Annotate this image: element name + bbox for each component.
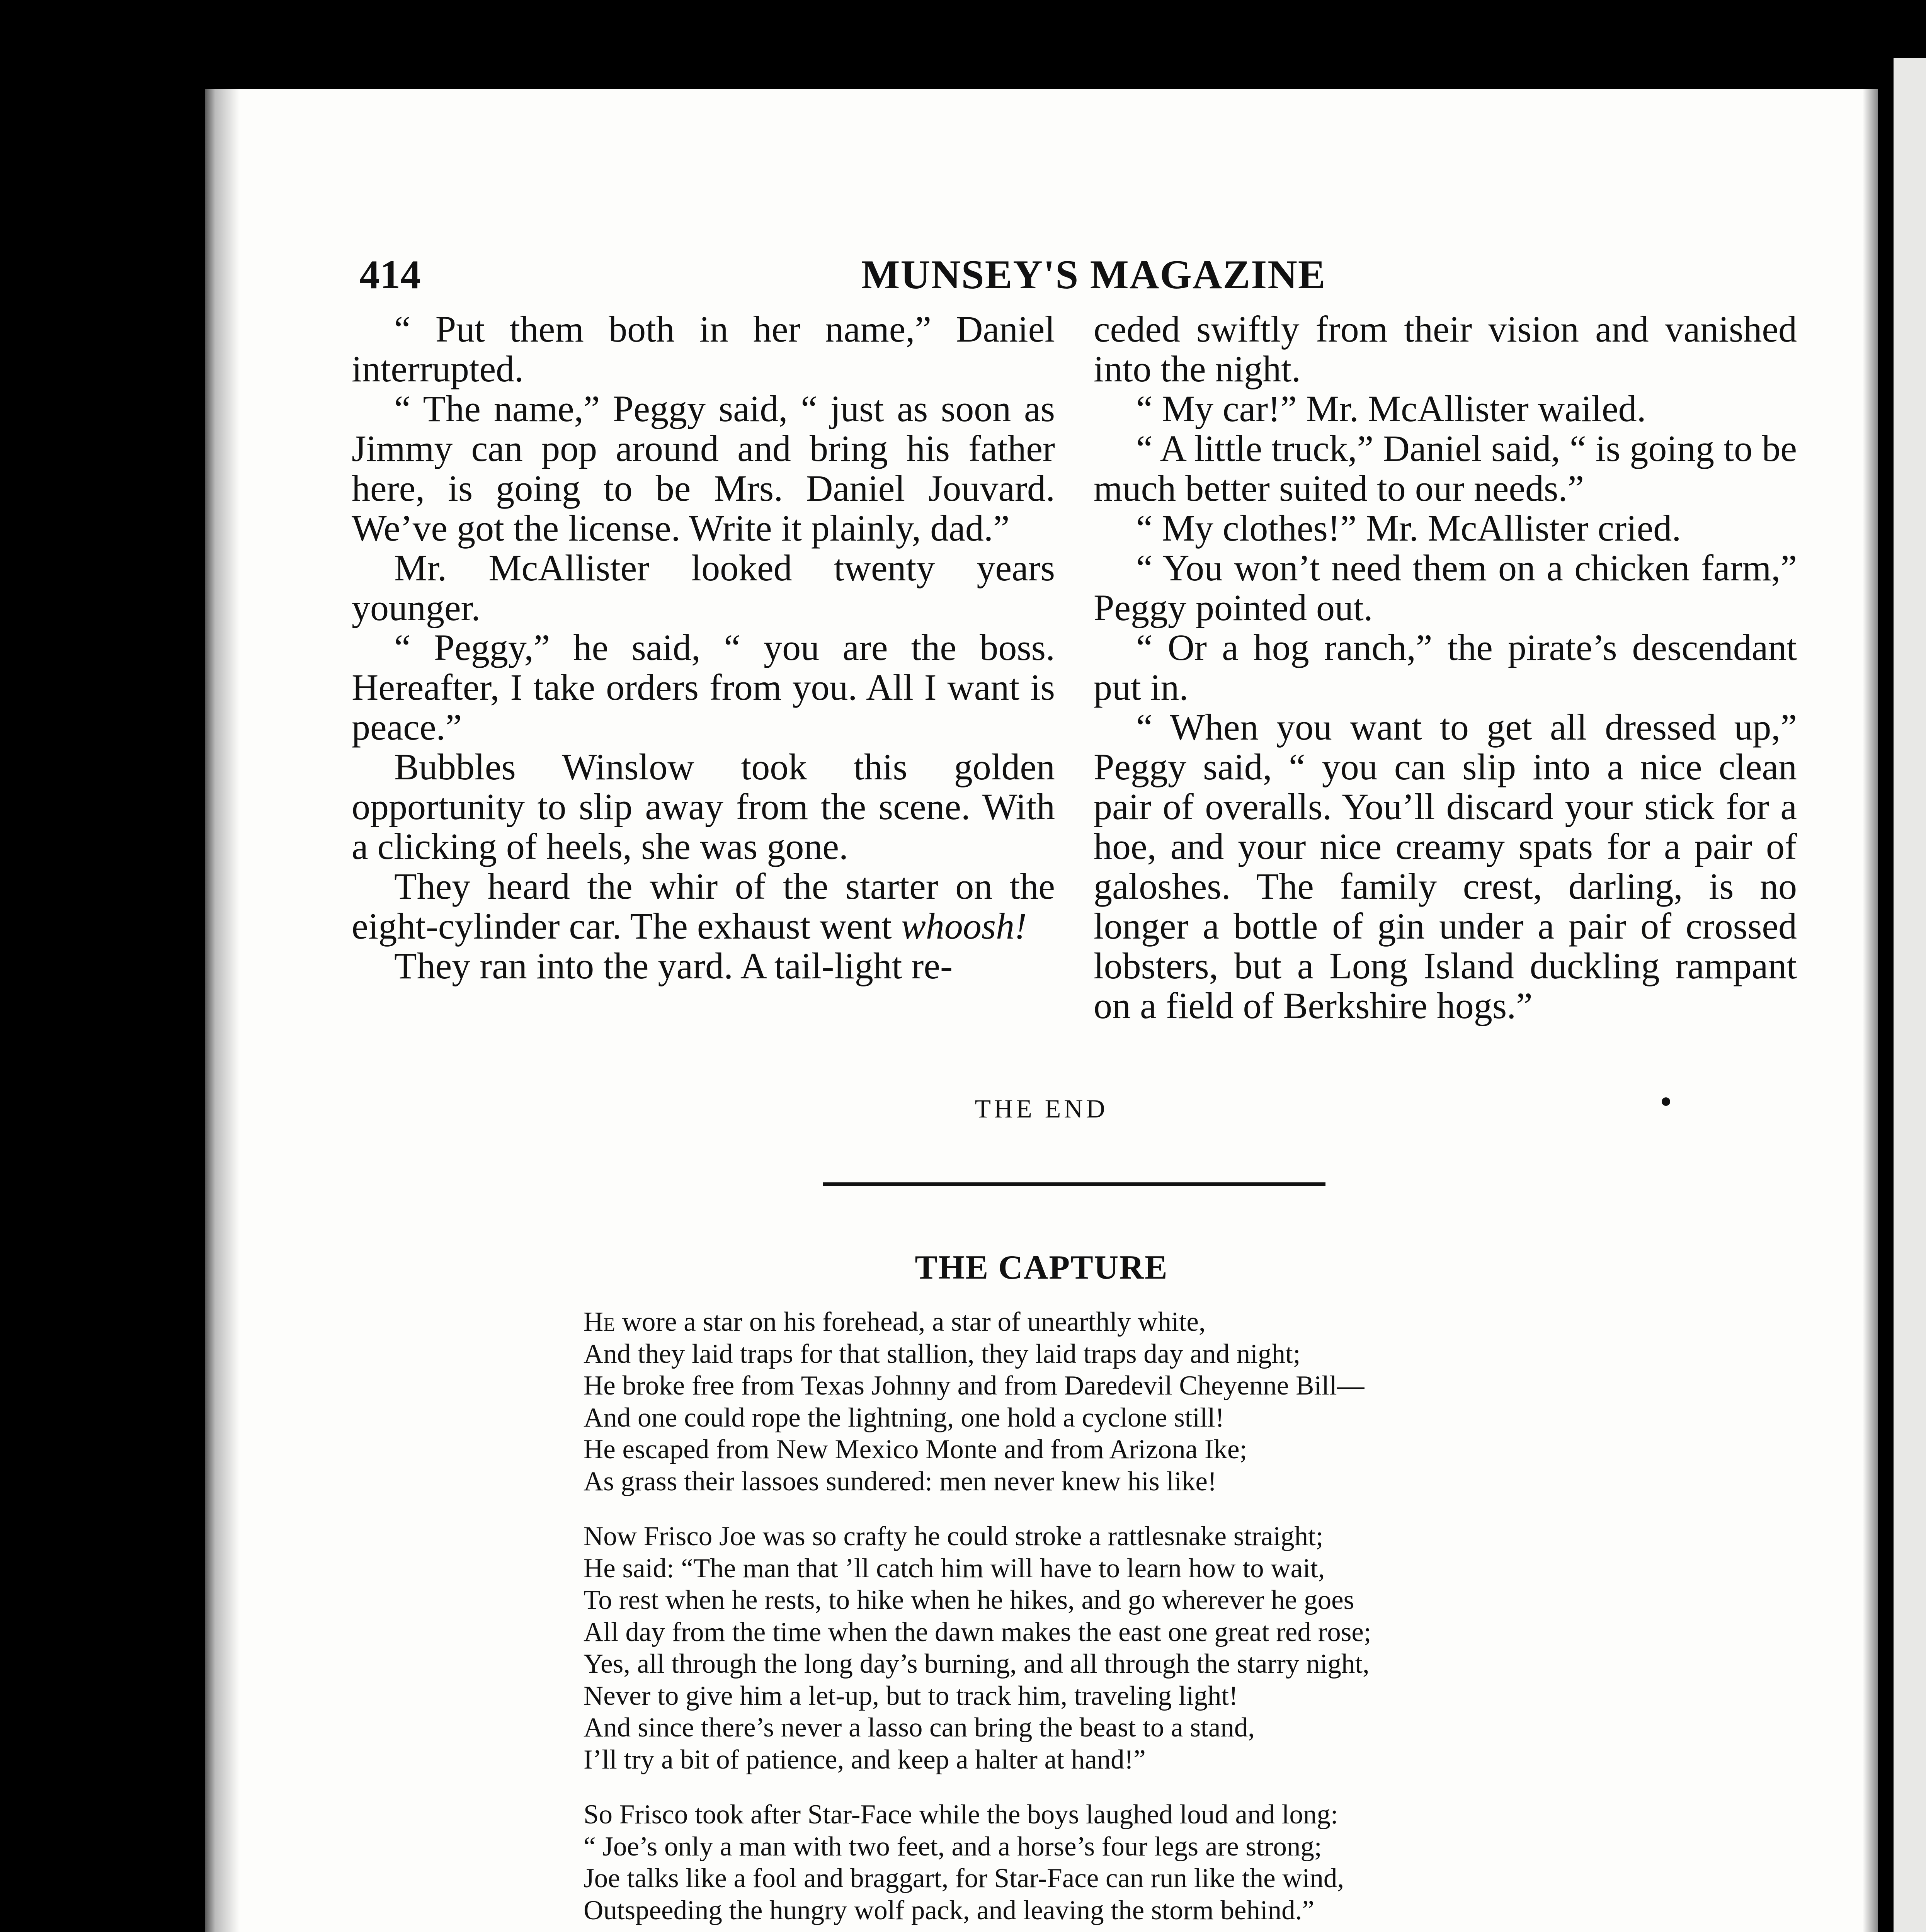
- italic-word: whoosh!: [901, 905, 1027, 947]
- paragraph: “ When you want to get all dressed up,” Peggy said, “ you can slip into a nice clean pair of overalls. You’ll discard your stick for a hoe, and your nice creamy spats for a pair of galoshes. The family crest, darling, is no longer a bottle of gin under a pair of crossed lobsters, but a Long Island duckling rampant on a field of Berkshire hogs.”: [1094, 706, 1797, 1026]
- poem-stanza: [584, 1306, 1820, 1497]
- story-column-left: [352, 309, 1055, 986]
- poem-line: “ Joe’s only a man with two feet, and a horse’s four legs are strong;: [584, 1831, 1322, 1862]
- page-edge-shadow: [1863, 89, 1878, 1932]
- poem-line: He said: “The man that ’ll catch him will have to learn how to wait,: [584, 1553, 1325, 1583]
- page-header: [359, 251, 1828, 298]
- poem-line: Never to give him a let-up, but to track him, traveling light!: [584, 1680, 1238, 1711]
- poem-title: THE CAPTURE: [915, 1249, 1168, 1286]
- poem-line: And one could rope the lightning, one hold a cyclone still!: [584, 1402, 1225, 1433]
- paragraph: “ You won’t need them on a chicken farm,” Peggy pointed out.: [1094, 547, 1797, 628]
- paragraph: “ My clothes!” Mr. McAllister cried.: [1136, 507, 1681, 549]
- poem-line: I’ll try a bit of patience, and keep a halter at hand!”: [584, 1744, 1146, 1775]
- paragraph: [352, 866, 1055, 946]
- poem-line: Yes, all through the long day’s burning, and all through the starry night,: [584, 1649, 1370, 1679]
- paragraph: They ran into the yard. A tail-light re-: [394, 945, 953, 986]
- poem-line: So Frisco took after Star-Face while the boys laughed loud and long:: [584, 1799, 1338, 1830]
- poem-line: As grass their lassoes sundered: men never knew his like!: [584, 1466, 1217, 1497]
- the-end-label: THE END: [975, 1094, 1108, 1123]
- poem-line: He escaped from New Mexico Monte and from Arizona Ike;: [584, 1434, 1247, 1464]
- section-divider: [823, 1182, 1325, 1186]
- poem-line: Joe talks like a fool and braggart, for Star-Face can run like the wind,: [584, 1863, 1344, 1893]
- paragraph: ceded swiftly from their vision and vanished into the night.: [1094, 308, 1797, 389]
- poem-line: Outspeeding the hungry wolf pack, and leaving the storm behind.”: [584, 1895, 1314, 1925]
- paragraph: “ My car!” Mr. McAllister wailed.: [1136, 388, 1646, 429]
- magazine-page: [205, 89, 1878, 1932]
- story-column-right: [1094, 309, 1797, 1026]
- running-title: MUNSEY'S MAGAZINE: [861, 252, 1326, 297]
- paragraph: “ Or a hog ranch,” the pirate’s descendant put in.: [1094, 627, 1797, 708]
- poem-body: [584, 1306, 1820, 1932]
- poem-line-text: wore a star on his forehead, a star of unearthly white,: [615, 1307, 1206, 1337]
- paragraph: “ Peggy,” he said, “ you are the boss. Hereafter, I take orders from you. All I want is peace.”: [352, 627, 1055, 748]
- paragraph: Mr. McAllister looked twenty years younger.: [352, 547, 1055, 628]
- poem-stanza: [584, 1520, 1820, 1776]
- paragraph: “ A little truck,” Daniel said, “ is going to be much better suited to our needs.”: [1094, 428, 1797, 509]
- paragraph: Bubbles Winslow took this golden opportunity to slip away from the scene. With a clicking of heels, she was gone.: [352, 746, 1055, 867]
- paragraph: “ Put them both in her name,” Daniel interrupted.: [352, 308, 1055, 389]
- poem-first-word: He: [584, 1307, 615, 1337]
- poem-line: All day from the time when the dawn makes the east one great red rose;: [584, 1617, 1371, 1647]
- facing-page-edge: [1894, 58, 1926, 1932]
- paragraph: “ The name,” Peggy said, “ just as soon as Jimmy can pop around and bring his father here, is going to be Mrs. Daniel Jouvard. We’ve got the license. Write it plainly, dad.”: [352, 388, 1055, 549]
- page-number: 414: [359, 252, 421, 297]
- poem-stanza: [584, 1799, 1820, 1926]
- poem-line: He broke free from Texas Johnny and from Daredevil Cheyenne Bill—: [584, 1371, 1365, 1401]
- poem-line: Now Frisco Joe was so crafty he could stroke a rattlesnake straight;: [584, 1521, 1324, 1551]
- poem-line: [584, 1306, 1820, 1338]
- poem-line: To rest when he rests, to hike when he hikes, and go wherever he goes: [584, 1585, 1354, 1615]
- binding-shadow: [205, 89, 240, 1932]
- poem-line: And since there’s never a lasso can bring the beast to a stand,: [584, 1713, 1255, 1743]
- paragraph-text: They heard the whir of the starter on the eight-cylinder car. The exhaust went: [352, 866, 1055, 947]
- poem-line: And they laid traps for that stallion, they laid traps day and night;: [584, 1338, 1301, 1369]
